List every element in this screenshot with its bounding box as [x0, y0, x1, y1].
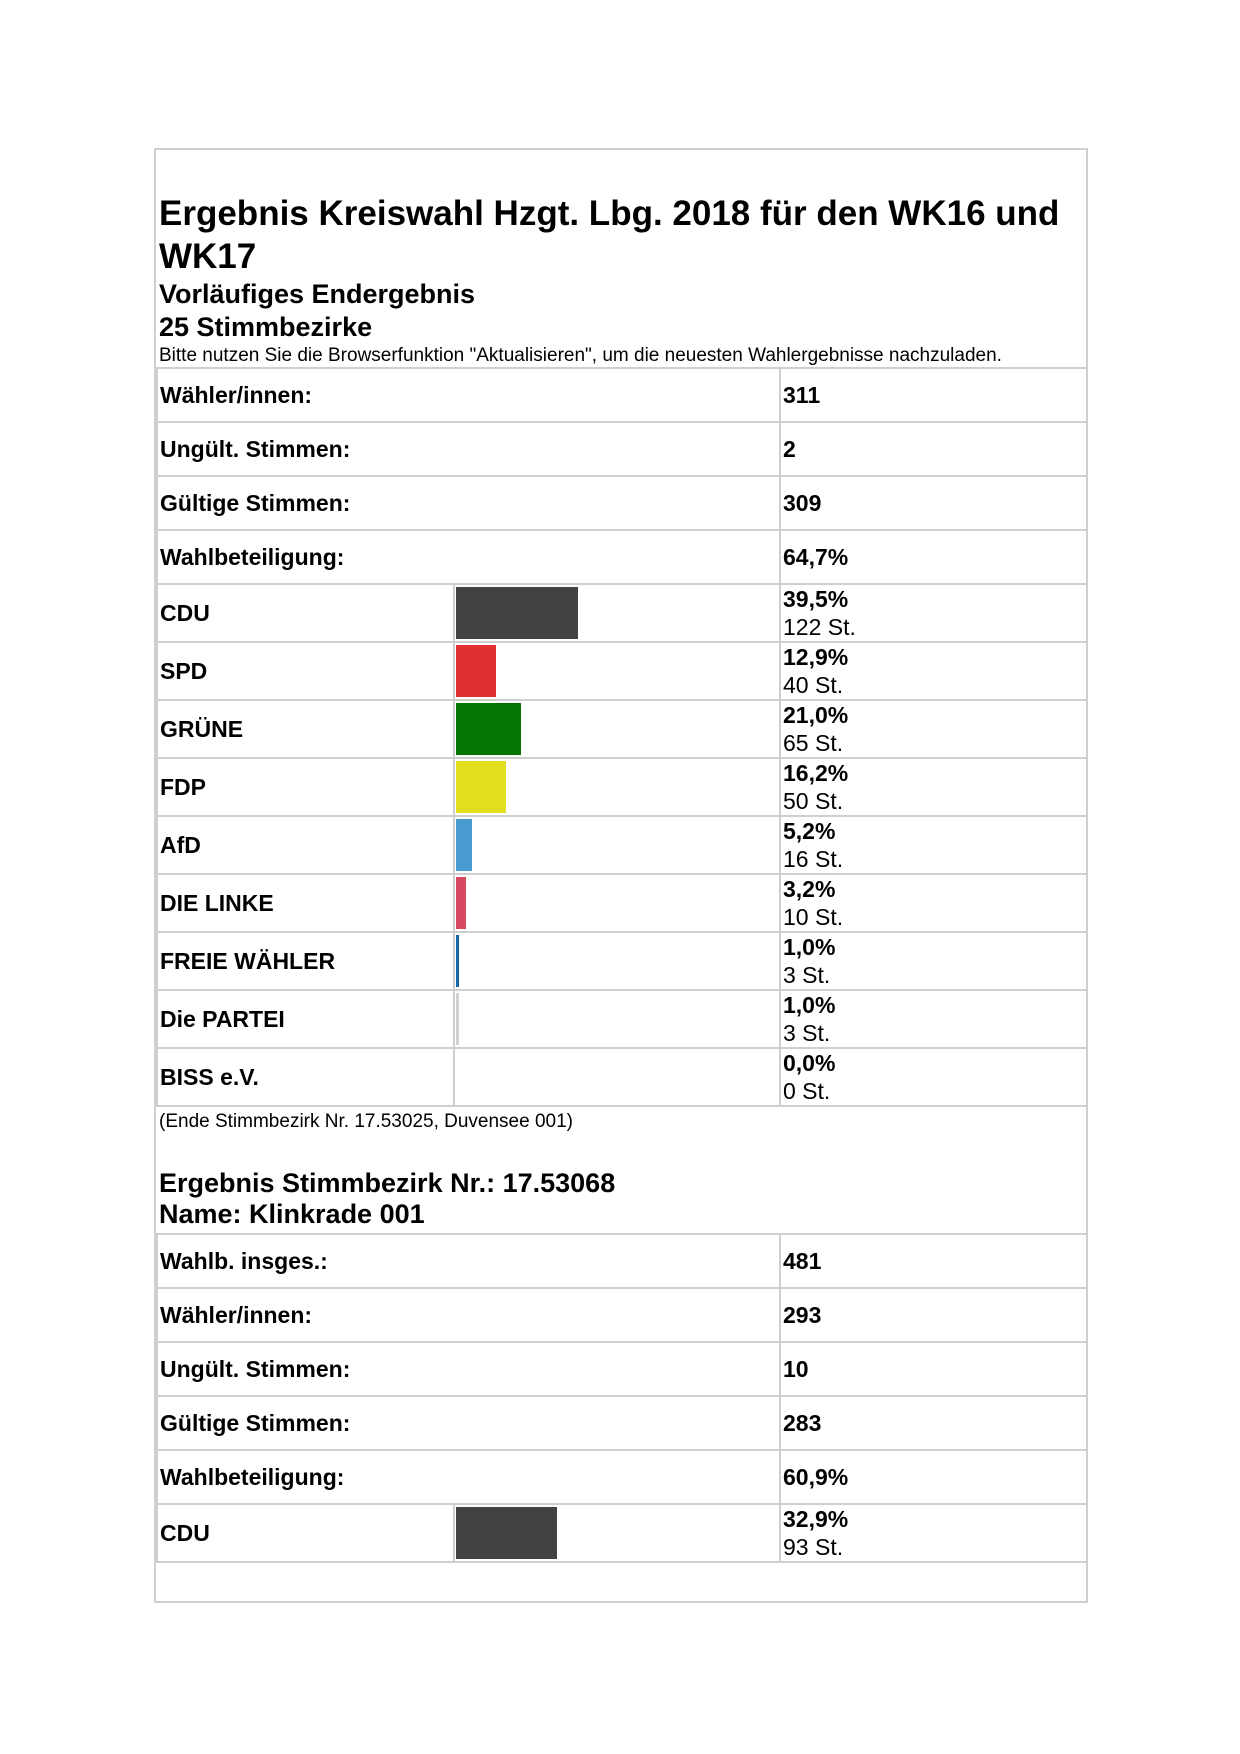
party-percent: 1,0% — [783, 934, 836, 960]
party-percent: 39,5% — [783, 586, 849, 612]
party-votes: 3 St. — [783, 962, 831, 988]
stat-row — [157, 1396, 1087, 1450]
party-bar-die-partei — [456, 993, 459, 1045]
party-votes: 0 St. — [783, 1078, 831, 1104]
party-name: AfD — [157, 816, 454, 874]
district-name: Name: Klinkrade 001 — [159, 1199, 425, 1229]
district-heading — [156, 1134, 1086, 1233]
party-name: CDU — [157, 584, 454, 642]
party-bar-cdu — [456, 587, 578, 639]
stat-label: Ungült. Stimmen: — [157, 422, 780, 476]
party-bar-cell — [454, 1048, 780, 1106]
party-name: Die PARTEI — [157, 990, 454, 1048]
stat-value: 283 — [780, 1396, 1087, 1450]
party-bar-fdp — [456, 761, 506, 813]
party-row — [157, 874, 1087, 932]
party-bar-cell — [454, 990, 780, 1048]
party-percent: 21,0% — [783, 702, 849, 728]
party-bar-spd — [456, 645, 496, 697]
party-percent: 3,2% — [783, 876, 836, 902]
party-bar-cell — [454, 642, 780, 700]
party-bar-gruene — [456, 703, 521, 755]
stat-label: Gültige Stimmen: — [157, 1396, 780, 1450]
stat-label: Gültige Stimmen: — [157, 476, 780, 530]
party-name: CDU — [157, 1504, 454, 1562]
party-votes: 50 St. — [783, 788, 844, 814]
party-votes: 10 St. — [783, 904, 844, 930]
stat-row — [157, 1450, 1087, 1504]
party-percent: 12,9% — [783, 644, 849, 670]
party-row — [157, 642, 1087, 700]
party-result — [780, 700, 1087, 758]
party-row — [157, 990, 1087, 1048]
stat-value: 293 — [780, 1288, 1087, 1342]
stat-label: Wähler/innen: — [157, 1288, 780, 1342]
party-result — [780, 932, 1087, 990]
stat-value: 311 — [780, 368, 1087, 422]
party-percent: 32,9% — [783, 1506, 849, 1532]
party-bar-cell — [454, 874, 780, 932]
stat-label: Wahlbeteiligung: — [157, 1450, 780, 1504]
party-name: FDP — [157, 758, 454, 816]
party-result — [780, 642, 1087, 700]
party-name: GRÜNE — [157, 700, 454, 758]
stat-row — [157, 368, 1087, 422]
stat-value: 2 — [780, 422, 1087, 476]
party-name: FREIE WÄHLER — [157, 932, 454, 990]
stat-label: Wahlbeteiligung: — [157, 530, 780, 584]
party-percent: 0,0% — [783, 1050, 836, 1076]
party-votes: 3 St. — [783, 1020, 831, 1046]
party-name: DIE LINKE — [157, 874, 454, 932]
party-percent: 1,0% — [783, 992, 836, 1018]
party-result — [780, 874, 1087, 932]
party-votes: 93 St. — [783, 1534, 844, 1560]
party-result — [780, 1048, 1087, 1106]
stat-row — [157, 422, 1087, 476]
party-result — [780, 990, 1087, 1048]
stat-value: 64,7% — [780, 530, 1087, 584]
party-row — [157, 932, 1087, 990]
stat-value: 60,9% — [780, 1450, 1087, 1504]
district-end-note: (Ende Stimmbezirk Nr. 17.53025, Duvensee 001) — [159, 1111, 573, 1132]
stat-label: Wähler/innen: — [157, 368, 780, 422]
party-row — [157, 816, 1087, 874]
party-votes: 122 St. — [783, 614, 856, 640]
party-votes: 40 St. — [783, 672, 844, 698]
party-row — [157, 700, 1087, 758]
party-votes: 16 St. — [783, 846, 844, 872]
refresh-note: Bitte nutzen Sie die Browserfunktion "Aktualisieren", um die neuesten Wahlergebnisse nachzuladen. — [159, 345, 1002, 366]
party-result — [780, 816, 1087, 874]
party-bar-cell — [454, 1504, 780, 1562]
party-result — [780, 1504, 1087, 1562]
party-percent: 16,2% — [783, 760, 849, 786]
results-page — [154, 148, 1088, 1603]
party-bar-cdu — [456, 1507, 557, 1559]
result-status: Vorläufiges Endergebnis — [159, 279, 476, 309]
party-row — [157, 1048, 1087, 1106]
party-name: BISS e.V. — [157, 1048, 454, 1106]
party-votes: 65 St. — [783, 730, 844, 756]
party-result — [780, 584, 1087, 642]
stat-row — [157, 1342, 1087, 1396]
party-bar-cell — [454, 932, 780, 990]
party-percent: 5,2% — [783, 818, 836, 844]
party-bar-cell — [454, 758, 780, 816]
summary-table — [156, 367, 1088, 1107]
stat-label: Ungült. Stimmen: — [157, 1342, 780, 1396]
stat-label: Wahlb. insges.: — [157, 1234, 780, 1288]
party-bar-freie-waehler — [456, 935, 459, 987]
party-bar-die-linke — [456, 877, 466, 929]
party-row — [157, 584, 1087, 642]
party-bar-cell — [454, 584, 780, 642]
stat-row — [157, 530, 1087, 584]
stat-value: 481 — [780, 1234, 1087, 1288]
party-row — [157, 1504, 1087, 1562]
district-table — [156, 1233, 1088, 1563]
page-title: Ergebnis Kreiswahl Hzgt. Lbg. 2018 für den WK16 und WK17 — [159, 194, 1060, 276]
district-count: 25 Stimmbezirke — [159, 312, 373, 342]
stat-row — [157, 1288, 1087, 1342]
stat-row — [157, 1234, 1087, 1288]
district-number: Ergebnis Stimmbezirk Nr.: 17.53068 — [159, 1168, 616, 1198]
page-header — [156, 150, 1086, 367]
party-result — [780, 758, 1087, 816]
stat-row — [157, 476, 1087, 530]
party-bar-cell — [454, 816, 780, 874]
party-name: SPD — [157, 642, 454, 700]
party-bar-cell — [454, 700, 780, 758]
party-row — [157, 758, 1087, 816]
party-bar-afd — [456, 819, 472, 871]
stat-value: 309 — [780, 476, 1087, 530]
stat-value: 10 — [780, 1342, 1087, 1396]
